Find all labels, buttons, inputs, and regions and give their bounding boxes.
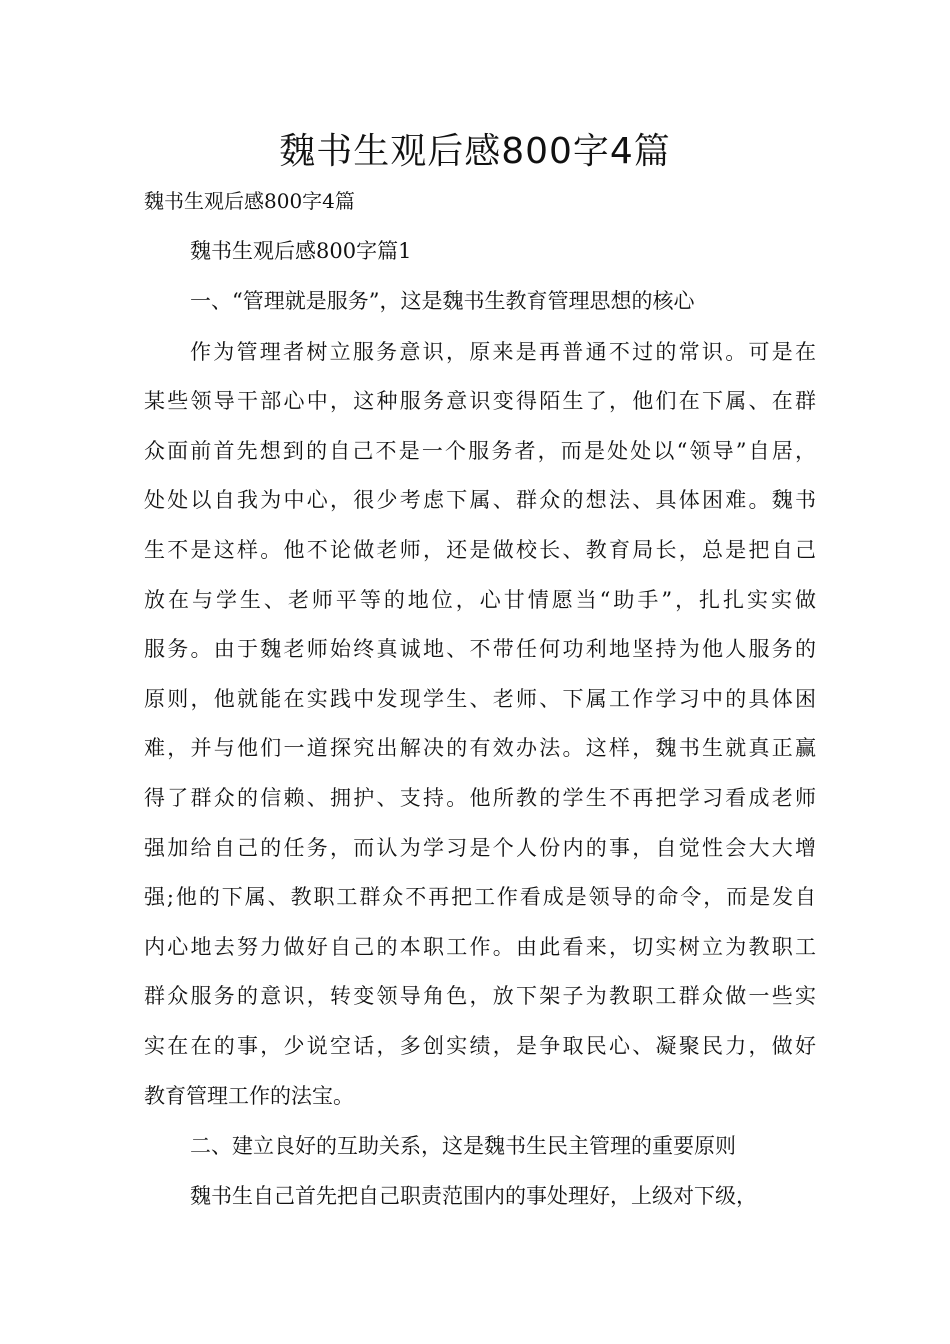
paragraph-line: 难，并与他们一道探究出解决的有效办法。这样，魏书生就真正赢 — [144, 736, 816, 760]
paragraph-line: 强加给自己的任务，而认为学习是个人份内的事，自觉性会大大增 — [144, 836, 816, 860]
paragraph-line: 放在与学生、老师平等的地位，心甘情愿当“助手”，扎扎实实做 — [144, 588, 816, 612]
paragraph-line: 处处以自我为中心，很少考虑下属、群众的想法、具体困难。魏书 — [144, 488, 816, 512]
paragraph-line: 某些领导干部心中，这种服务意识变得陌生了，他们在下属、在群 — [144, 389, 816, 413]
paragraph-line: 群众服务的意识，转变领导角色，放下架子为教职工群众做一些实 — [144, 984, 816, 1008]
paragraph-line: 服务。由于魏老师始终真诚地、不带任何功利地坚持为他人服务的 — [144, 637, 816, 661]
section-heading: 魏书生观后感800字篇1 — [190, 239, 412, 263]
paragraph-line: 教育管理工作的法宝。 — [144, 1084, 354, 1108]
paragraph-line: 强;他的下属、教职工群众不再把工作看成是领导的命令，而是发自 — [144, 885, 816, 909]
paragraph-line: 作为管理者树立服务意识，原来是再普通不过的常识。可是在 — [190, 340, 816, 364]
paragraph-line: 众面前首先想到的自己不是一个服务者，而是处处以“领导”自居， — [144, 439, 816, 463]
document-title: 魏书生观后感800字4篇 — [279, 131, 671, 172]
paragraph-line: 实在在的事，少说空话，多创实绩，是争取民心、凝聚民力，做好 — [144, 1034, 816, 1058]
paragraph-line: 生不是这样。他不论做老师，还是做校长、教育局长，总是把自己 — [144, 538, 816, 562]
paragraph-line: 得了群众的信赖、拥护、支持。他所教的学生不再把学习看成老师 — [144, 786, 816, 810]
heading-2: 二、建立良好的互助关系，这是魏书生民主管理的重要原则 — [190, 1134, 736, 1158]
document-subtitle: 魏书生观后感800字4篇 — [144, 189, 355, 213]
paragraph-line: 原则，他就能在实践中发现学生、老师、下属工作学习中的具体困 — [144, 687, 816, 711]
heading-1: 一、“管理就是服务”，这是魏书生教育管理思想的核心 — [190, 289, 695, 313]
paragraph-line: 内心地去努力做好自己的本职工作。由此看来，切实树立为教职工 — [144, 935, 816, 959]
paragraph-line: 魏书生自己首先把自己职责范围内的事处理好，上级对下级， — [190, 1184, 757, 1208]
